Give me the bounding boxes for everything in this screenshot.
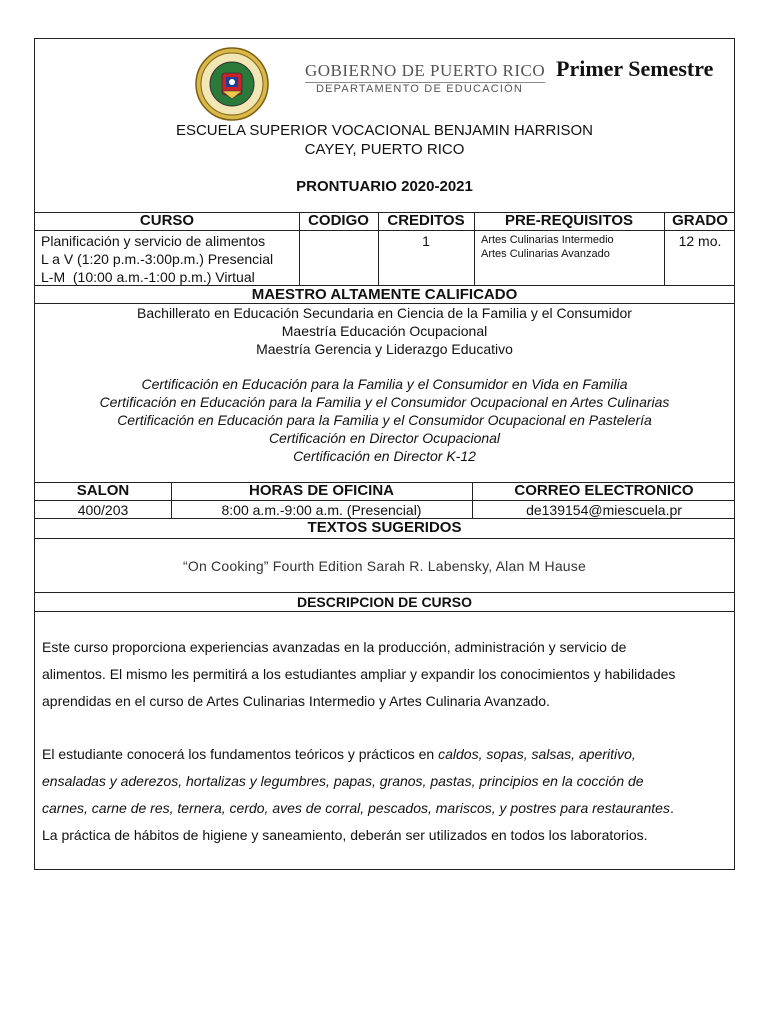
header-correo: CORREO ELECTRONICO [514, 482, 694, 499]
header-prerequisitos: PRE-REQUISITOS [504, 212, 634, 229]
prerequisites-cell [481, 233, 661, 261]
paragraph-line [42, 795, 728, 822]
topic-list: caldos, sopas, salsas, aperitivo, [438, 746, 636, 762]
creditos-value: 1 [422, 233, 430, 249]
course-cell [41, 232, 297, 286]
paragraph-text: El estudiante conocerá los fundamentos teóricos y prácticos en [42, 746, 439, 762]
certification-item: Certificación en Educación para la Familia y el Consumidor en Vida en Familia [141, 376, 628, 392]
suggested-book: “On Cooking” Fourth Edition Sarah R. Labensky, Alan M Hause [183, 558, 586, 574]
description-heading: DESCRIPCION DE CURSO [296, 594, 473, 610]
degree-bachillerato: Bachillerato en Educación Secundaria en Ciencia de la Familia y el Consumidor [137, 305, 632, 321]
topic-list: carnes, carne de res, ternera, cerdo, aves de corral, pescados, mariscos, y postres para restaurantes [42, 800, 670, 816]
syllabus-frame [34, 38, 735, 870]
department-title: DEPARTAMENTO DE EDUCACIÓN [316, 83, 524, 95]
divider [35, 611, 734, 612]
header-curso: CURSO [139, 212, 195, 229]
puerto-rico-seal-icon [195, 47, 269, 121]
prerequisite-item: Artes Culinarias Intermedio [481, 234, 614, 246]
header-salon: SALON [76, 482, 130, 499]
certification-item: Certificación en Director Ocupacional [268, 430, 501, 446]
divider [35, 538, 734, 539]
prerequisite-item: Artes Culinarias Avanzado [481, 248, 610, 260]
certification-item: Certificación en Director K-12 [293, 448, 476, 464]
texts-heading: TEXTOS SUGERIDOS [307, 519, 462, 536]
course-name: Planificación y servicio de alimentos [41, 233, 266, 249]
email-value[interactable]: de139154@miescuela.pr [526, 502, 682, 518]
office-hours-value: 8:00 a.m.-9:00 a.m. (Presencial) [221, 502, 422, 518]
degree-maestria-ocupacional: Maestría Educación Ocupacional [281, 323, 488, 339]
header-codigo: CODIGO [308, 212, 369, 229]
government-title: GOBIERNO DE PUERTO RICO [305, 61, 546, 80]
paragraph-line: aprendidas en el curso de Artes Culinarias Intermedio y Artes Culinaria Avanzado. [42, 693, 550, 709]
degree-maestria-gerencia: Maestría Gerencia y Liderazgo Educativo [256, 341, 513, 357]
topic-list: ensaladas y aderezos, hortalizas y legumbres, papas, granos, pastas, principios en la cocción de [42, 773, 644, 789]
paragraph-line: La práctica de hábitos de higiene y saneamiento, deberán ser utilizados en todos los laboratorios. [42, 827, 648, 843]
semester-label: Primer Semestre [556, 56, 714, 81]
header-creditos: CREDITOS [387, 212, 465, 229]
certification-item: Certificación en Educación para la Familia y el Consumidor Ocupacional en Artes Culinarias [99, 394, 670, 410]
grado-value: 12 mo. [678, 233, 722, 249]
document-title: PRONTUARIO 2020-2021 [296, 178, 473, 195]
certification-item: Certificación en Educación para la Familia y el Consumidor Ocupacional en Pastelería [117, 412, 652, 428]
salon-value: 400/203 [77, 502, 129, 518]
school-location: CAYEY, PUERTO RICO [304, 141, 465, 158]
description-paragraph-2 [42, 741, 728, 849]
header-grado: GRADO [672, 212, 728, 229]
course-schedule-presencial: L a V (1:20 p.m.-3:00p.m.) Presencial [41, 251, 274, 267]
course-schedule-virtual: L-M (10:00 a.m.-1:00 p.m.) Virtual [41, 269, 255, 285]
paragraph-line: Este curso proporciona experiencias avanzadas en la producción, administración y servicio de [42, 639, 627, 655]
paragraph-text: . [669, 800, 674, 816]
header-horas: HORAS DE OFICINA [248, 482, 394, 499]
school-name: ESCUELA SUPERIOR VOCACIONAL BENJAMIN HARRISON [175, 122, 594, 139]
description-paragraph-1 [42, 634, 728, 715]
teacher-heading: MAESTRO ALTAMENTE CALIFICADO [251, 286, 518, 303]
paragraph-line [42, 741, 728, 768]
paragraph-line: alimentos. El mismo les permitirá a los estudiantes ampliar y expandir los conocimientos y habilidades [42, 666, 676, 682]
